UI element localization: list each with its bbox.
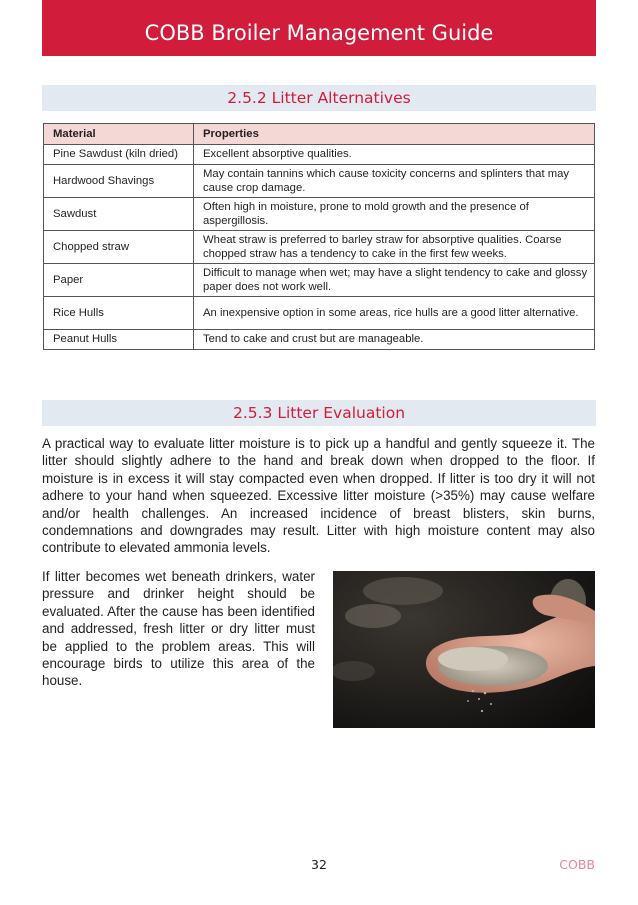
material-cell: Peanut Hulls [44, 330, 194, 350]
material-cell: Paper [44, 264, 194, 297]
table-row [44, 264, 595, 297]
header-cell-material: Material [44, 124, 194, 145]
properties-cell: Excellent absorptive qualities. [194, 145, 595, 165]
section-title: 2.5.3 Litter Evaluation [232, 404, 406, 422]
material-cell: Chopped straw [44, 231, 194, 264]
table-row [44, 165, 595, 198]
properties-cell: Difficult to manage when wet; may have a slight tendency to cake and glossy paper does not work well. [194, 264, 595, 297]
guide-title: COBB Broiler Management Guide [144, 21, 494, 45]
table-row [44, 145, 595, 165]
properties-cell: Wheat straw is preferred to barley straw for absorptive qualities. Coarse chopped straw has a tendency to cake in the first few weeks. [194, 231, 595, 264]
table-row [44, 231, 595, 264]
section-heading-litter-evaluation [42, 400, 596, 426]
properties-cell: An inexpensive option in some areas, rice hulls are a good litter alternative. [194, 297, 595, 330]
section-title: 2.5.2 Litter Alternatives [227, 89, 411, 107]
evaluation-paragraph: A practical way to evaluate litter moisture is to pick up a handful and gently squeeze it. The litter should slightly adhere to the hand and break down when dropped to the floor. If moisture is in excess it will stay compacted even when dropped. If litter is too dry it will not adhere to your hand when squeezed. Excessive litter moisture (>35%) may cause welfare and/or health challenges. An increased incidence of breast blisters, skin burns, condemnations and downgrades may result. Litter with high moisture content may also contribute to elevated ammonia levels. [42, 436, 595, 556]
properties-cell: Tend to cake and crust but are manageable. [194, 330, 595, 350]
properties-cell: Often high in moisture, prone to mold growth and the presence of aspergillosis. [194, 198, 595, 231]
litter-alternatives-table [43, 123, 595, 350]
guide-title-banner [42, 0, 596, 56]
header-cell-properties: Properties [194, 124, 595, 145]
material-cell: Sawdust [44, 198, 194, 231]
material-cell: Rice Hulls [44, 297, 194, 330]
hand-holding-litter-photo [333, 571, 595, 728]
wet-litter-paragraph: If litter becomes wet beneath drinkers, water pressure and drinker height should be evaluated. After the cause has been identified and addressed, fresh litter or dry litter must be applied to the problem areas. This will encourage birds to utilize this area of the house. [42, 569, 315, 689]
page-number: 32 [311, 857, 327, 872]
table-row [44, 330, 595, 350]
table-row [44, 198, 595, 231]
properties-cell: May contain tannins which cause toxicity concerns and splinters that may cause crop damage. [194, 165, 595, 198]
table-header-row [44, 124, 595, 145]
material-cell: Pine Sawdust (kiln dried) [44, 145, 194, 165]
material-cell: Hardwood Shavings [44, 165, 194, 198]
section-heading-litter-alternatives [42, 85, 596, 111]
table-row [44, 297, 595, 330]
footer-brand: COBB [559, 857, 595, 872]
